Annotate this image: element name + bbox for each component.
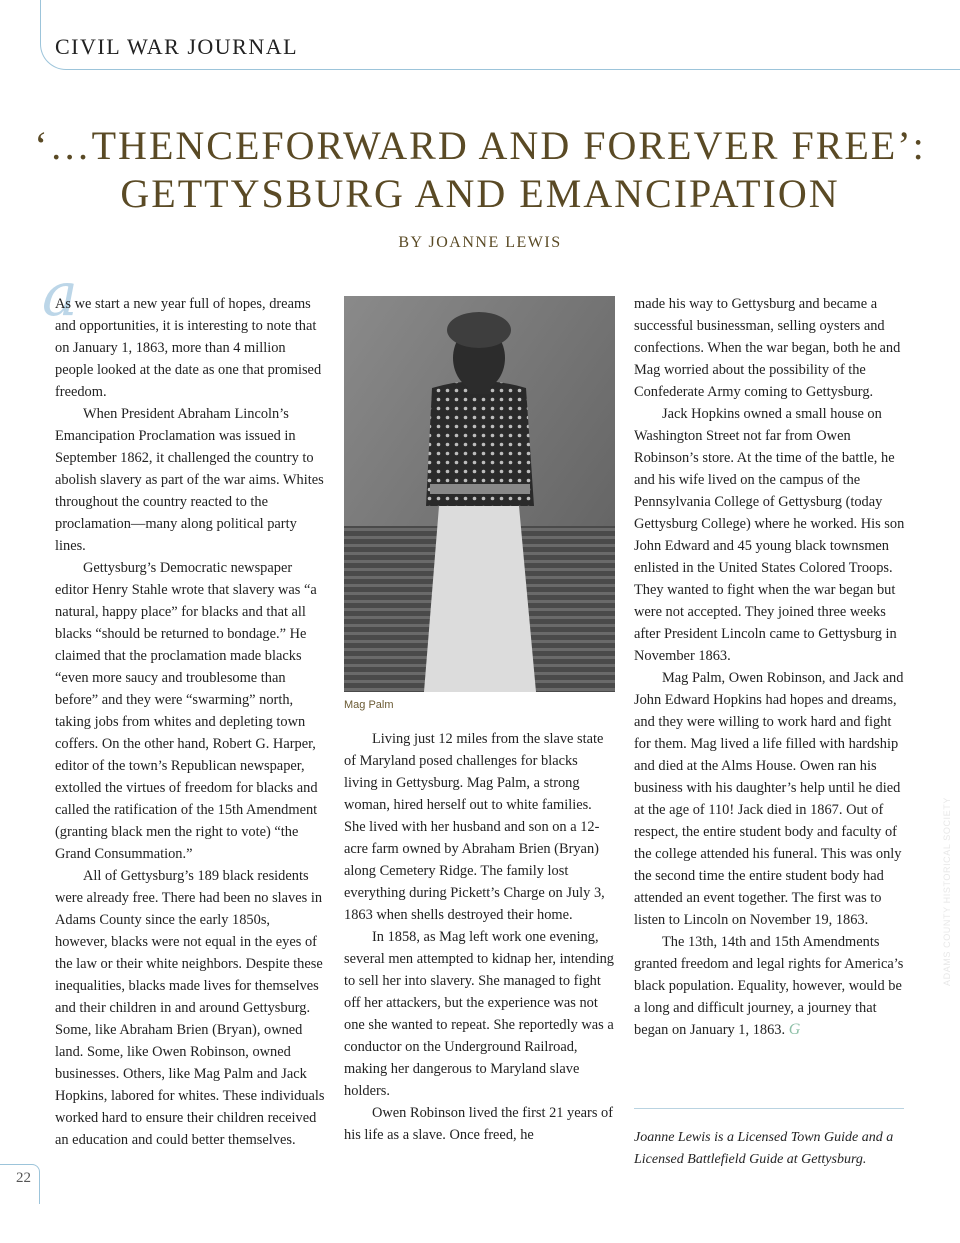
- paragraph: In 1858, as Mag left work one evening, several men attempted to kidnap her, intending to sell her into slavery. She managed to fight off her attackers, but the experience was not one she wanted to repeat. She reportedly was a conductor on the Underground Railroad, making her dangerous to Maryland slave holders.: [344, 929, 614, 1099]
- paragraph: As we start a new year full of hopes, dreams and opportunities, it is interesting to note that on January 1, 1863, more than 4 million people looked at the date as one that promised freedom.: [55, 296, 322, 400]
- photo-credit: ADAMS COUNTY HISTORICAL SOCIETY: [942, 797, 952, 986]
- title-line-1: ‘…THENCEFORWARD AND FOREVER FREE’:: [34, 123, 926, 168]
- journal-title: CIVIL WAR JOURNAL: [55, 34, 299, 59]
- paragraph: made his way to Gettysburg and became a successful businessman, selling oysters and confections. When the war began, both he and Mag worried about the possibility of the Confederate Army coming to Gettysburg.: [634, 296, 901, 400]
- portrait-illustration: [344, 296, 615, 692]
- column-2: [344, 728, 614, 1146]
- paragraph: Owen Robinson lived the first 21 years of his life as a slave. Once freed, he: [344, 1105, 614, 1143]
- photo-caption: Mag Palm: [344, 699, 394, 711]
- paragraph: Jack Hopkins owned a small house on Washington Street not far from Owen Robinson’s store. At the time of the battle, he and his wife lived on the campus of the Pennsylvania College of Gettysburg (today Gettysburg College) where he worked. His son John Edward and 45 young black townsmen enlisted in the United States Colored Troops. They wanted to fight when the war began but were not accepted. They joined three weeks after President Lincoln came to Gettysburg in November 1863.: [634, 406, 905, 664]
- paragraph-text: The 13th, 14th and 15th Amendments granted freedom and legal rights for America’s black population. Equality, however, would be a long and difficult journey, a journey that began on January 1, 1863.: [634, 934, 904, 1038]
- bio-divider: [634, 1108, 904, 1109]
- paragraph: Mag Palm, Owen Robinson, and Jack and John Edward Hopkins had hopes and dreams, and they were willing to work hard and fight for them. Mag lived a life filled with hardship and died at the Alms House. Owen ran his business with his daughter’s help until he died at the age of 110! Jack died in 1867. Out of respect, the entire student body and faculty of the college attended his funeral. This was only the second time the entire student body had attended an event together. The first was to listen to Lincoln on November 19, 1863.: [634, 670, 904, 928]
- article-title: [0, 122, 960, 218]
- paragraph: Gettysburg’s Democratic newspaper editor Henry Stahle wrote that slavery was “a natural, happy place” for blacks and that all blacks “should be returned to bondage.” He claimed that the proclamation made blacks “even more saucy and troublesome than before” and they were “swarming” north, taking jobs from whites and depleting town coffers. On the other hand, Robert G. Harper, editor of the town’s Republican newspaper, extolled the virtues of freedom for blacks and called the ratification of the 15th Amendment (granting black men the right to vote) “the Grand Consummation.”: [55, 560, 318, 862]
- title-line-2: GETTYSBURG AND EMANCIPATION: [120, 171, 840, 216]
- column-1: [55, 293, 325, 1151]
- drop-cap: a: [42, 260, 78, 330]
- page-number: 22: [16, 1170, 31, 1186]
- author-bio: Joanne Lewis is a Licensed Town Guide and a Licensed Battlefield Guide at Gettysburg.: [634, 1130, 894, 1167]
- paragraph: Living just 12 miles from the slave state of Maryland posed challenges for blacks living in Gettysburg. Mag Palm, a strong woman, hired herself out to white families. She lived with her husband and son on a 12-acre farm owned by Abraham Brien (Bryan) along Cemetery Ridge. The family lost everything during Pickett’s Charge on July 3, 1863 when shells destroyed their home.: [344, 731, 605, 923]
- paragraph: All of Gettysburg’s 189 black residents were already free. There had been no slaves in Adams County since the early 1850s, however, blacks were not equal in the eyes of the law or their white neighbors. Despite these inequalities, blacks made lives for themselves and their children in and around Gettysburg. Some, like Abraham Brien (Bryan), owned land. Some, like Owen Robinson, owned businesses. Others, like Mag Palm and Jack Hopkins, labored for whites. These individuals worked hard to ensure their children received an education and could better themselves.: [55, 868, 325, 1148]
- column-3: [634, 293, 906, 1041]
- paragraph: When President Abraham Lincoln’s Emancipation Proclamation was issued in September 1862, it challenged the country to abolish slavery as part of the war aims. Whites throughout the country reacted to the proclamation—many along political party lines.: [55, 406, 324, 554]
- end-mark-icon: G: [788, 1021, 801, 1038]
- byline: BY JOANNE LEWIS: [398, 234, 562, 251]
- paragraph: [634, 931, 906, 1041]
